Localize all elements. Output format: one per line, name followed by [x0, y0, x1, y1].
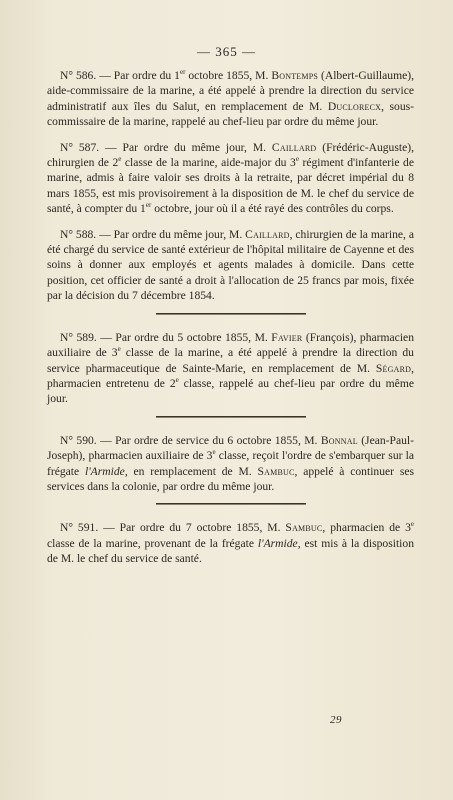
- paragraph-588: [47, 227, 414, 304]
- text-run: , est mis à la disposition de M. le chef du service de santé.: [47, 536, 414, 566]
- paragraph-589: [47, 330, 414, 407]
- text-run: , sous-commissaire de la marine, rappelé au chef-lieu par ordre du même jour.: [47, 99, 415, 129]
- text-run: N° 591. — Par ordre du 7 octobre 1855, M.: [60, 521, 286, 535]
- text-run: octobre, jour où il a été rayé des contrôles du corps.: [151, 202, 394, 216]
- paragraph-591: [47, 520, 414, 566]
- text-run: (Jean-Paul-Joseph), pharmacien auxiliaire de 3: [47, 433, 414, 463]
- superscript: er: [179, 68, 186, 77]
- page-number: — 365 —: [197, 44, 256, 59]
- ship-name: l'Armide: [257, 536, 298, 550]
- text-run: régiment d'infanterie de marine, admis à faire valoir ses droits à la retraite, par décret impérial du 8 mars 1855, est mis provisoirement à la disposition de M. le chef du service de santé, à compter du 1: [47, 156, 414, 216]
- separator-rule: [156, 503, 306, 505]
- text-run: (Frédéric-Auguste), chirurgien de 2: [47, 140, 414, 170]
- text-run: N° 588. — Par ordre du même jour, M.: [60, 227, 246, 241]
- text-run: , appelé à continuer ses services dans la colonie, par ordre du même jour.: [47, 464, 414, 493]
- superscript: e: [295, 155, 299, 164]
- text-run: N° 589. — Par ordre du 5 octobre 1855, M.: [60, 330, 272, 344]
- person-name: Favier: [271, 330, 303, 344]
- paragraph-587: [47, 140, 414, 217]
- text-run: classe, reçoit l'ordre de s'embarquer sur la frégate: [47, 449, 414, 478]
- paragraph-590: [47, 433, 414, 495]
- text-run: N° 586. — Par ordre du 1: [60, 69, 180, 82]
- page-body: [47, 68, 414, 567]
- text-run: , pharmacien de 3: [322, 521, 411, 535]
- text-run: N° 587. — Par ordre du même jour, M.: [60, 140, 272, 154]
- separator-rule: [156, 313, 306, 315]
- ship-name: l'Armide: [84, 464, 125, 478]
- text-run: (Albert-Guillaume), aide-commissaire de la marine, a été appelé à prendre la direction du service administratif aux îles du Salut, en remplacement de M.: [47, 69, 415, 113]
- superscript: e: [175, 376, 179, 385]
- person-name: Sambuc: [257, 464, 295, 478]
- paragraph-586: [47, 68, 414, 130]
- separator-rule: [156, 416, 306, 418]
- text-run: , pharmacien entretenu de 2: [47, 361, 414, 390]
- person-name: Sambuc: [285, 521, 323, 535]
- text-run: octobre 1855, M.: [185, 69, 272, 82]
- person-name: Duclorecx: [327, 99, 382, 113]
- person-name: Bonnal: [320, 433, 358, 447]
- text-run: classe, rappelé au chef-lieu par ordre du même jour.: [47, 376, 414, 406]
- person-name: Bontemps: [271, 69, 319, 82]
- printer-signature-mark: 29: [330, 714, 342, 726]
- text-run: classe de la marine, a été appelé à prendre la direction du service pharmaceutique de Sainte-Marie, en remplacement de M.: [47, 346, 414, 375]
- superscript: er: [145, 201, 152, 210]
- person-name: Caillard: [245, 227, 290, 241]
- text-run: classe de la marine, aide-major du 3: [121, 156, 296, 170]
- text-run: classe de la marine, provenant de la frégate: [47, 536, 258, 550]
- person-name: Caillard: [271, 140, 317, 154]
- text-run: N° 590. — Par ordre de service du 6 octobre 1855, M.: [60, 433, 321, 447]
- text-run: (François), pharmacien auxiliaire de 3: [47, 330, 414, 360]
- person-name: Ségard: [375, 361, 412, 375]
- text-run: , en remplacement de M.: [124, 464, 258, 478]
- superscript: e: [117, 345, 121, 354]
- superscript: e: [118, 155, 122, 164]
- text-run: , chirurgien de la marine, a été chargé du service de santé extérieur de l'hôpital militaire de Cayenne et des soins à donner aux employés et agents malades à domicile. Dans cette position, cet officier de santé a droit à l'allocation de 25 francs par mois, fixée par la décision du 7 décembre 1854.: [47, 227, 414, 303]
- superscript: e: [410, 520, 414, 529]
- superscript: e: [212, 448, 216, 457]
